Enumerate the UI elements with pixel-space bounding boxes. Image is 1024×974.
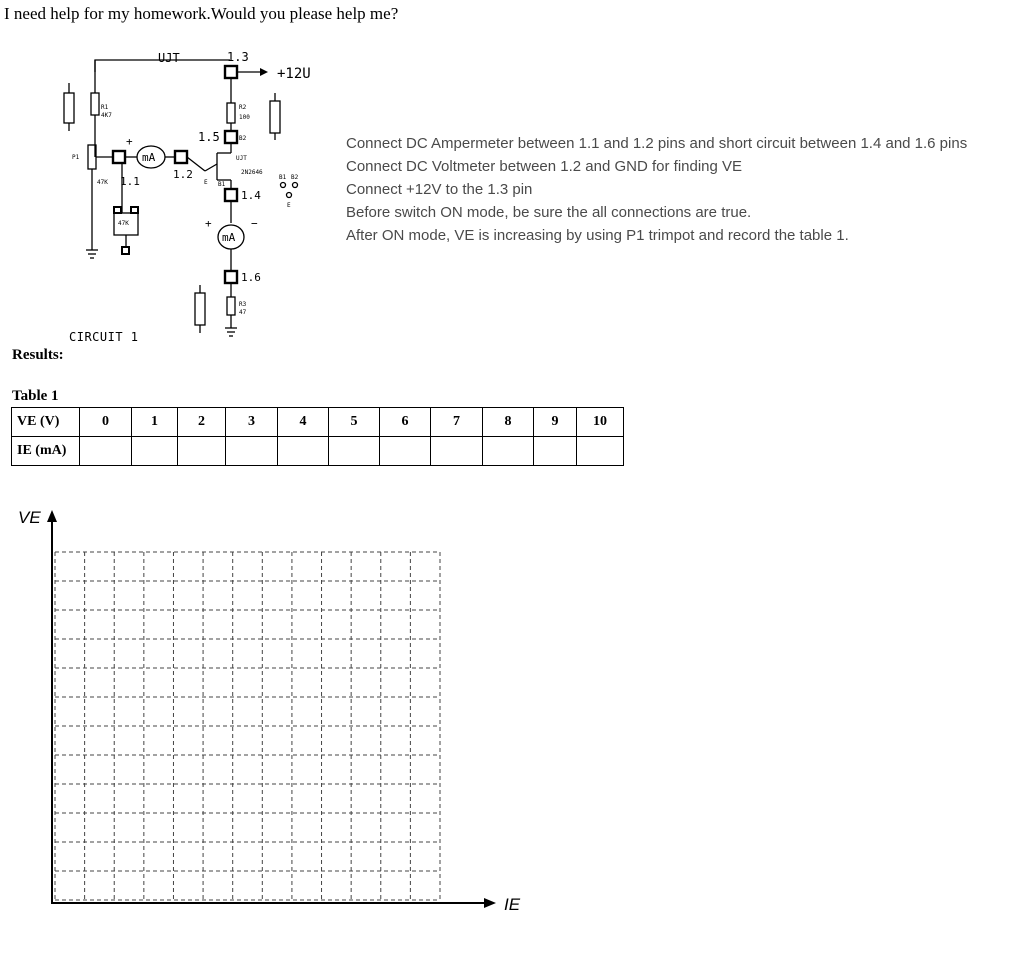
label-plus-2: + xyxy=(205,217,212,230)
table-row-ve xyxy=(12,408,624,437)
pin-1-4 xyxy=(225,189,237,201)
label-p1: P1 xyxy=(72,154,80,161)
results-label: Results: xyxy=(12,347,64,363)
ie-cell[interactable] xyxy=(380,437,431,466)
left-resistor xyxy=(64,93,74,123)
x-axis-arrow xyxy=(484,898,496,908)
ve-cell: 5 xyxy=(329,408,380,437)
ie-cell[interactable] xyxy=(534,437,577,466)
label-b1: B1 xyxy=(218,181,226,188)
ve-cell: 9 xyxy=(534,408,577,437)
pin-1-5 xyxy=(225,131,237,143)
ve-cell: 0 xyxy=(80,408,132,437)
pin-1-3 xyxy=(225,66,237,78)
label-e: E xyxy=(204,179,208,186)
ie-cell[interactable] xyxy=(577,437,624,466)
label-leg-b1: B1 xyxy=(279,174,287,181)
label-pin-1-2: 1.2 xyxy=(173,168,193,181)
supply-arrow xyxy=(260,68,268,76)
label-pin-1-3: 1.3 xyxy=(227,50,249,64)
ie-cell[interactable] xyxy=(329,437,380,466)
blank-graph xyxy=(0,500,540,920)
ie-cell[interactable] xyxy=(80,437,132,466)
label-pin-1-5: 1.5 xyxy=(198,130,220,144)
ie-cell[interactable] xyxy=(226,437,278,466)
label-plus-12v: +12U xyxy=(277,66,311,82)
label-b2: B2 xyxy=(239,135,247,142)
graph-grid xyxy=(55,552,440,900)
label-pin-1-6: 1.6 xyxy=(241,271,261,284)
x-axis-label: IE xyxy=(504,895,521,914)
r3-resistor xyxy=(227,297,235,315)
ve-cell: 1 xyxy=(132,408,178,437)
label-r2-value: 100 xyxy=(239,114,250,121)
instruction-3: Connect +12V to the 1.3 pin xyxy=(346,181,533,198)
label-r3-value: 47 xyxy=(239,309,247,316)
row-head-ve: VE (V) xyxy=(12,408,80,437)
ie-cell[interactable] xyxy=(278,437,329,466)
pin-1-6 xyxy=(225,271,237,283)
ie-cell[interactable] xyxy=(431,437,483,466)
row-head-ie: IE (mA) xyxy=(12,437,80,466)
ie-cell[interactable] xyxy=(483,437,534,466)
question-text: I need help for my homework.Would you please help me? xyxy=(4,4,399,23)
label-ujt-top: UJT xyxy=(158,51,180,65)
circuit-diagram xyxy=(55,45,335,350)
label-pin-1-1: 1.1 xyxy=(120,175,140,188)
label-part: 2N2646 xyxy=(241,169,263,176)
table-row-ie xyxy=(12,437,624,466)
res-100 xyxy=(270,101,280,133)
instruction-4: Before switch ON mode, be sure the all connections are true. xyxy=(346,204,752,221)
label-r1-value: 4K7 xyxy=(101,112,112,119)
label-minus-2: − xyxy=(251,217,258,230)
instructions xyxy=(346,132,967,247)
label-ma-1: mA xyxy=(142,151,156,164)
label-pin-1-4: 1.4 xyxy=(241,189,261,202)
r2-resistor xyxy=(227,103,235,123)
ve-cell: 6 xyxy=(380,408,431,437)
circuit-caption: CIRCUIT 1 xyxy=(69,330,139,344)
label-r2-name: R2 xyxy=(239,104,247,111)
label-ujt-body: UJT xyxy=(236,155,247,162)
pin-1-2 xyxy=(175,151,187,163)
ie-cell[interactable] xyxy=(178,437,226,466)
instruction-5: After ON mode, VE is increasing by using P1 trimpot and record the table 1. xyxy=(346,227,849,244)
instruction-1: Connect DC Ampermeter between 1.1 and 1.2 pins and short circuit between 1.4 and 1.6 pins xyxy=(346,135,968,152)
ve-cell: 8 xyxy=(483,408,534,437)
y-axis-arrow xyxy=(47,510,57,522)
table-title: Table 1 xyxy=(12,388,59,404)
pin-1-1 xyxy=(113,151,125,163)
ve-cell: 10 xyxy=(577,408,624,437)
label-r1-name: R1 xyxy=(101,104,109,111)
label-leg-b2: B2 xyxy=(291,174,299,181)
ie-cell[interactable] xyxy=(132,437,178,466)
res-47 xyxy=(195,293,205,325)
label-plus-1: + xyxy=(126,135,133,148)
label-r3-name: R3 xyxy=(239,301,247,308)
label-ma-2: mA xyxy=(222,231,236,244)
ve-cell: 4 xyxy=(278,408,329,437)
ve-cell: 3 xyxy=(226,408,278,437)
label-pot: 47K xyxy=(118,220,129,227)
label-leg-e: E xyxy=(287,202,291,209)
r1-resistor xyxy=(91,93,99,115)
label-47k: 47K xyxy=(97,179,108,186)
results-table xyxy=(11,407,624,466)
ve-cell: 2 xyxy=(178,408,226,437)
instruction-2: Connect DC Voltmeter between 1.2 and GND for finding VE xyxy=(346,158,743,175)
y-axis-label: VE xyxy=(18,508,41,527)
ve-cell: 7 xyxy=(431,408,483,437)
